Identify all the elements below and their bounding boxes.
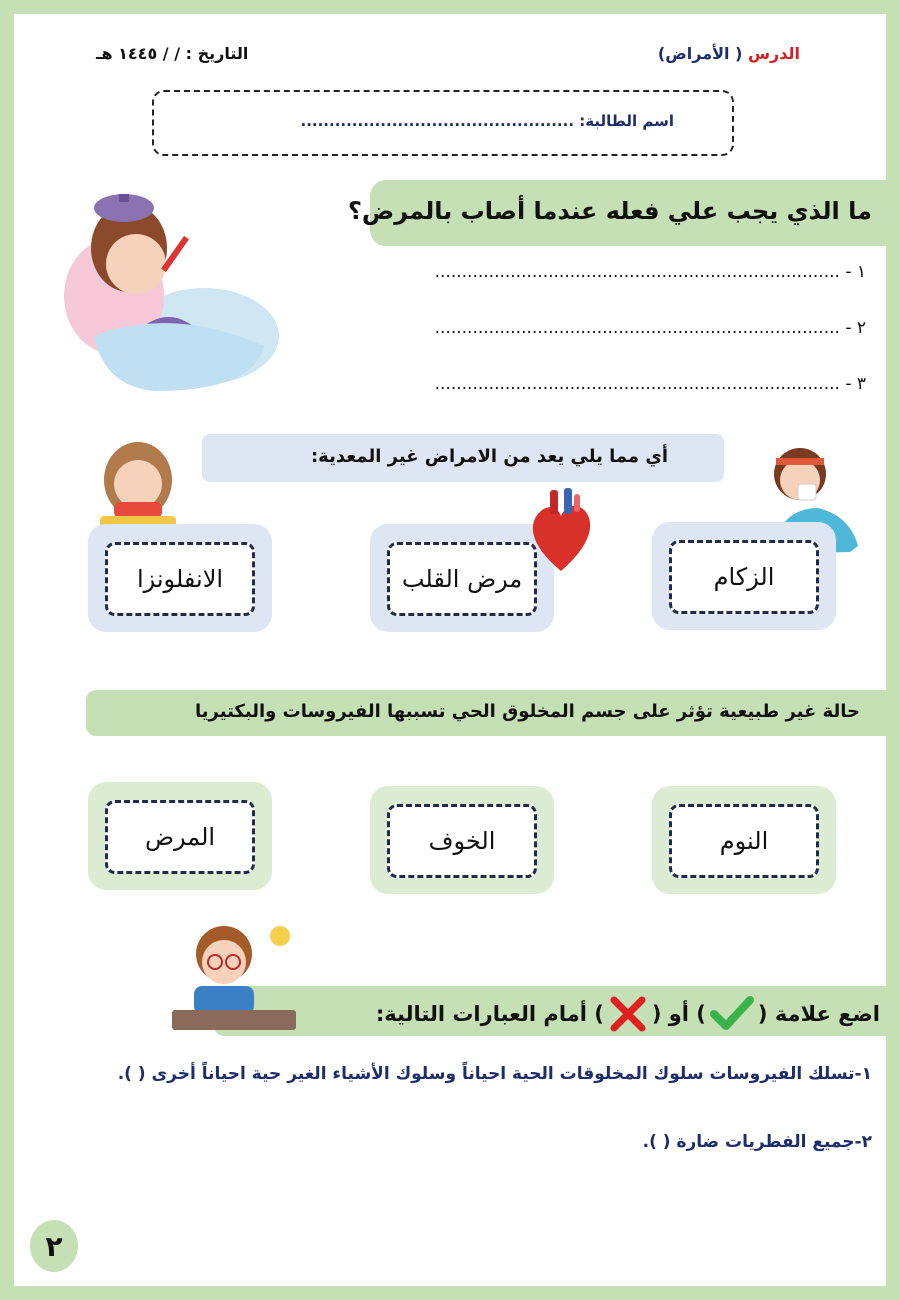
statement-1[interactable]: ١-تسلك الفيروسات سلوك المخلوقات الحية احياناً وسلوك الأشياء الغير حية احياناً أخرى ( ). xyxy=(117,1064,872,1084)
answer-line-1[interactable]: ١ - ........................................................................... xyxy=(434,262,866,282)
question3-bar xyxy=(86,690,886,736)
check-mark-icon xyxy=(710,996,754,1032)
question2-bar xyxy=(202,434,724,482)
option-label: الخوف xyxy=(387,804,537,878)
option-label: المرض xyxy=(105,800,255,874)
question4-title-mid: ) أو ( xyxy=(651,1002,706,1026)
question3-title: حالة غير طبيعية تؤثر على جسم المخلوق الحي تسببها الفيروسات والبكتيريا xyxy=(195,701,860,722)
question1-bar xyxy=(348,180,886,246)
statement-2[interactable]: ٢-جميع الفطريات ضارة ( ). xyxy=(642,1132,872,1152)
answer-line-3[interactable]: ٣ - ........................................................................... xyxy=(434,374,866,394)
date-field xyxy=(96,44,248,63)
question4-title-start: اضع علامة ( xyxy=(757,1002,880,1026)
option-label: الزكام xyxy=(669,540,819,614)
thinking-boy-illustration xyxy=(168,914,300,1034)
option-card-disease[interactable] xyxy=(88,782,272,890)
option-label: الانفلونزا xyxy=(105,542,255,616)
student-name-box[interactable] xyxy=(152,90,734,156)
lesson-name: ( الأمراض) xyxy=(657,44,743,63)
option-card-influenza[interactable] xyxy=(88,524,272,632)
option-card-fear[interactable] xyxy=(370,786,554,894)
question4-title-end: ) أمام العبارات التالية: xyxy=(375,1002,604,1026)
answer-line-2[interactable]: ٢ - ........................................................................... xyxy=(434,318,866,338)
option-card-common-cold[interactable] xyxy=(652,522,836,630)
lesson-title xyxy=(658,44,800,63)
lesson-label: الدرس xyxy=(747,44,800,63)
option-label: النوم xyxy=(669,804,819,878)
date-value: / / ١٤٤٥ هـ xyxy=(96,44,181,63)
question4-title xyxy=(376,996,880,1032)
page-number-badge: ٢ xyxy=(30,1220,78,1272)
question1-title: ما الذي يجب علي فعله عندما أصاب بالمرض؟ xyxy=(348,197,872,225)
option-label: مرض القلب xyxy=(387,542,537,616)
cross-mark-icon xyxy=(608,996,648,1032)
student-name-label: اسم الطالبة: ................................................ xyxy=(300,112,674,130)
heart-organ-icon xyxy=(526,486,596,576)
question2-title: أي مما يلي يعد من الامراض غير المعدية: xyxy=(310,446,668,467)
date-label: التاريخ : xyxy=(185,44,249,63)
flu-girl-illustration xyxy=(92,440,184,530)
sick-girl-in-bed-illustration xyxy=(54,186,280,398)
option-card-sleep[interactable] xyxy=(652,786,836,894)
